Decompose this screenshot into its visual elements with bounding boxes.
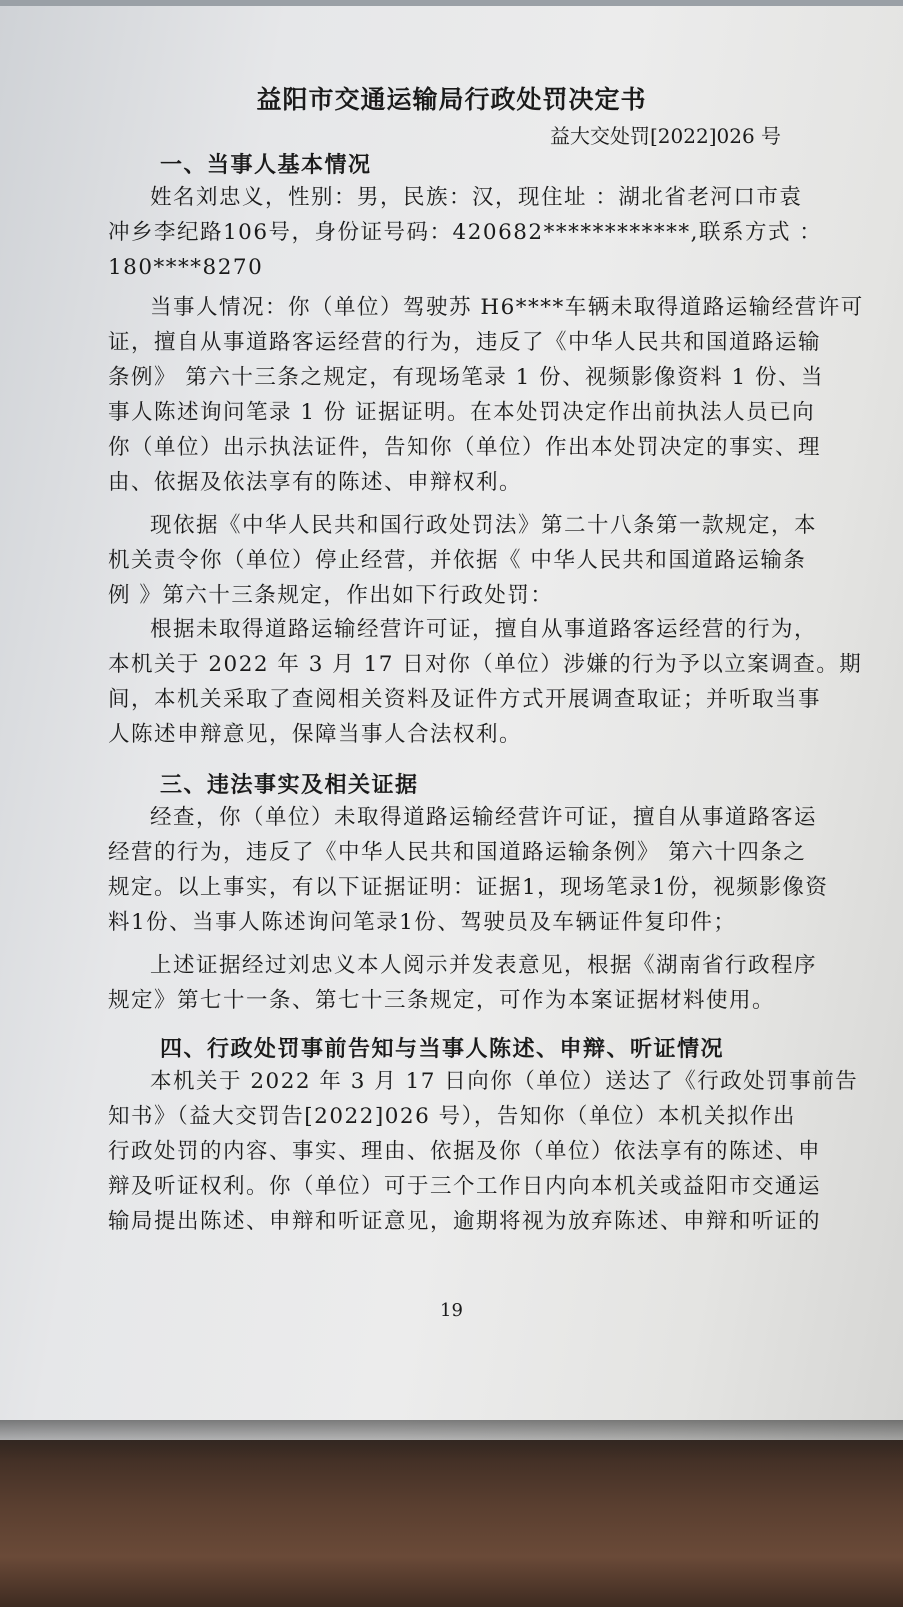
text-line: 姓名刘忠义，性别：男，民族：汉，现住址 ：湖北省老河口市袁 — [150, 185, 803, 210]
text-line: 本机关于 2022 年 3 月 17 日向你（单位）送达了《行政处罚事前告 — [150, 1069, 859, 1094]
text-line: 知书》（益大交罚告[2022]026 号），告知你（单位）本机关拟作出 — [108, 1104, 796, 1129]
text-line: 辩及听证权利。你（单位）可于三个工作日内向本机关或益阳市交通运 — [108, 1174, 822, 1199]
text-line: 经查，你（单位）未取得道路运输经营许可证，擅自从事道路客运 — [150, 805, 818, 830]
document-number: 益大交处罚[2022]026 号 — [550, 124, 782, 148]
party-situation-paragraph — [108, 290, 864, 500]
page-number: 19 — [440, 1300, 463, 1321]
text-line: 行政处罚的内容、事实、理由、依据及你（单位）依法享有的陈述、申 — [108, 1139, 822, 1164]
text-line: 当事人情况：你（单位）驾驶苏 H6****车辆未取得道路运输经营许可 — [150, 295, 864, 320]
text-line: 机关责令你（单位）停止经营，并依据《 中华人民共和国道路运输条 — [108, 548, 807, 573]
text-line: 规定》第七十一条、第七十三条规定，可作为本案证据材料使用。 — [108, 988, 776, 1013]
text-line: 间，本机关采取了查阅相关资料及证件方式开展调查取证；并听取当事 — [108, 687, 822, 712]
document-title: 益阳市交通运输局行政处罚决定书 — [256, 85, 647, 114]
text-line: 事人陈述询问笔录 1 份 证据证明。在本处罚决定作出前执法人员已向 — [108, 400, 816, 425]
text-line: 例 》第六十三条规定，作出如下行政处罚： — [108, 583, 554, 608]
text-line: 证，擅自从事道路客运经营的行为，违反了《中华人民共和国道路运输 — [108, 330, 822, 355]
party-info-paragraph — [108, 180, 848, 285]
investigation-paragraph — [108, 612, 863, 752]
section-heading-prior-notice: 四、行政处罚事前告知与当事人陈述、申辩、听证情况 — [160, 1036, 725, 1062]
text-line: 现依据《中华人民共和国行政处罚法》第二十八条第一款规定，本 — [150, 513, 818, 538]
text-line: 根据未取得道路运输经营许可证，擅自从事道路客运经营的行为， — [150, 617, 818, 642]
facts-paragraph — [108, 800, 848, 940]
text-line: 输局提出陈述、申辩和听证意见，逾期将视为放弃陈述、申辩和听证的 — [108, 1209, 822, 1234]
prior-notice-paragraph — [108, 1064, 859, 1239]
text-line: 本机关于 2022 年 3 月 17 日对你（单位）涉嫌的行为予以立案调查。期 — [108, 652, 863, 677]
text-line: 料1份、当事人陈述询问笔录1份、驾驶员及车辆证件复印件； — [108, 910, 737, 935]
desk-surface — [0, 1440, 903, 1607]
text-line: 条例》 第六十三条之规定，有现场笔录 1 份、视频影像资料 1 份、当 — [108, 365, 825, 390]
text-line: 上述证据经过刘忠义本人阅示并发表意见，根据《湖南省行政程序 — [150, 953, 818, 978]
text-line: 由、依据及依法享有的陈述、申辩权利。 — [108, 470, 523, 495]
evidence-paragraph — [108, 948, 848, 1018]
text-line: 规定。以上事实，有以下证据证明：证据1，现场笔录1份，视频影像资 — [108, 875, 829, 900]
section-heading-party-info: 一、当事人基本情况 — [160, 152, 372, 178]
text-line: 180****8270 — [108, 255, 264, 280]
text-line: 你（单位）出示执法证件，告知你（单位）作出本处罚决定的事实、理 — [108, 435, 822, 460]
section-heading-facts-evidence: 三、违法事实及相关证据 — [160, 772, 419, 798]
text-line: 人陈述申辩意见，保障当事人合法权利。 — [108, 722, 523, 747]
legal-basis-paragraph — [108, 508, 848, 613]
text-line: 冲乡李纪路106号，身份证号码：420682************,联系方式 ： — [108, 220, 823, 245]
text-line: 经营的行为，违反了《中华人民共和国道路运输条例》 第六十四条之 — [108, 840, 807, 865]
